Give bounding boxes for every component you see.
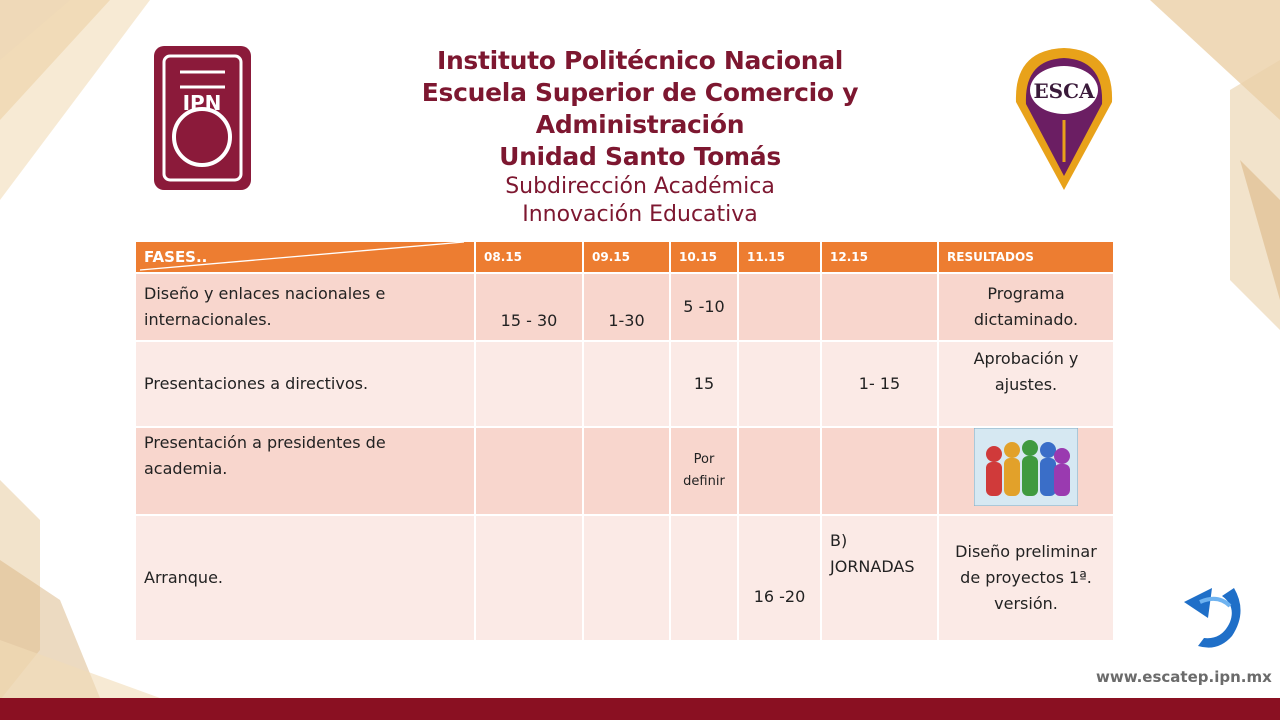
- phase-cell: Arranque.: [135, 515, 475, 641]
- ipn-logo: [150, 42, 255, 194]
- title-subdirection: Subdirección Académica: [505, 174, 775, 199]
- cell-08: [475, 515, 583, 641]
- cell-09: [583, 341, 670, 427]
- cell-11: [738, 273, 821, 341]
- cell-12: [821, 273, 938, 341]
- cell-09: 1-30: [583, 273, 670, 341]
- phase-cell: Presentación a presidentes de academia.: [135, 427, 475, 515]
- result-cell: Programa dictaminado.: [938, 273, 1114, 341]
- institution-header: [330, 45, 950, 229]
- title-innovation: Innovación Educativa: [522, 202, 758, 227]
- cell-12: B) JORNADAS: [821, 515, 938, 641]
- table-row: [135, 341, 1114, 427]
- header-fases: FASES..: [135, 241, 475, 273]
- back-arrow-icon[interactable]: [1178, 582, 1246, 652]
- header-diagonal-line: [134, 240, 474, 272]
- header-month-09: 09.15: [583, 241, 670, 273]
- header-month-12: 12.15: [821, 241, 938, 273]
- header-month-10: 10.15: [670, 241, 738, 273]
- header-month-08: 08.15: [475, 241, 583, 273]
- cell-09: [583, 427, 670, 515]
- cell-11: 16 -20: [738, 515, 821, 641]
- cell-08: [475, 341, 583, 427]
- footer-bar: [0, 698, 1280, 720]
- cell-11: [738, 427, 821, 515]
- cell-08: 15 - 30: [475, 273, 583, 341]
- result-cell: [938, 427, 1114, 515]
- teamwork-image: [974, 428, 1078, 506]
- esca-logo-text: ESCA: [1033, 79, 1095, 103]
- website-link[interactable]: www.escatep.ipn.mx: [1096, 668, 1272, 686]
- title-unit: Unidad Santo Tomás: [499, 142, 781, 171]
- cell-12: [821, 427, 938, 515]
- title-institution: Instituto Politécnico Nacional: [436, 46, 844, 75]
- cell-12: 1- 15: [821, 341, 938, 427]
- cell-10: 5 -10: [670, 273, 738, 341]
- result-cell: Aprobación y ajustes.: [938, 341, 1114, 427]
- phase-cell: Diseño y enlaces nacionales e internacionales.: [135, 273, 475, 341]
- table-row: [135, 427, 1114, 515]
- cell-08: [475, 427, 583, 515]
- esca-logo: [1010, 42, 1118, 194]
- ipn-logo-text: IPN: [182, 91, 222, 115]
- cell-10: 15: [670, 341, 738, 427]
- title-school: Escuela Superior de Comercio y Administración: [421, 78, 859, 139]
- result-cell: Diseño preliminar de proyectos 1ª. versión.: [938, 515, 1114, 641]
- cell-10: [670, 515, 738, 641]
- table-row: [135, 273, 1114, 341]
- phase-cell: Presentaciones a directivos.: [135, 341, 475, 427]
- cell-10: Por definir: [670, 427, 738, 515]
- header-resultados: RESULTADOS: [938, 241, 1114, 273]
- header-month-11: 11.15: [738, 241, 821, 273]
- cell-09: [583, 515, 670, 641]
- cell-11: [738, 341, 821, 427]
- schedule-table: [134, 240, 1115, 642]
- table-row: [135, 515, 1114, 641]
